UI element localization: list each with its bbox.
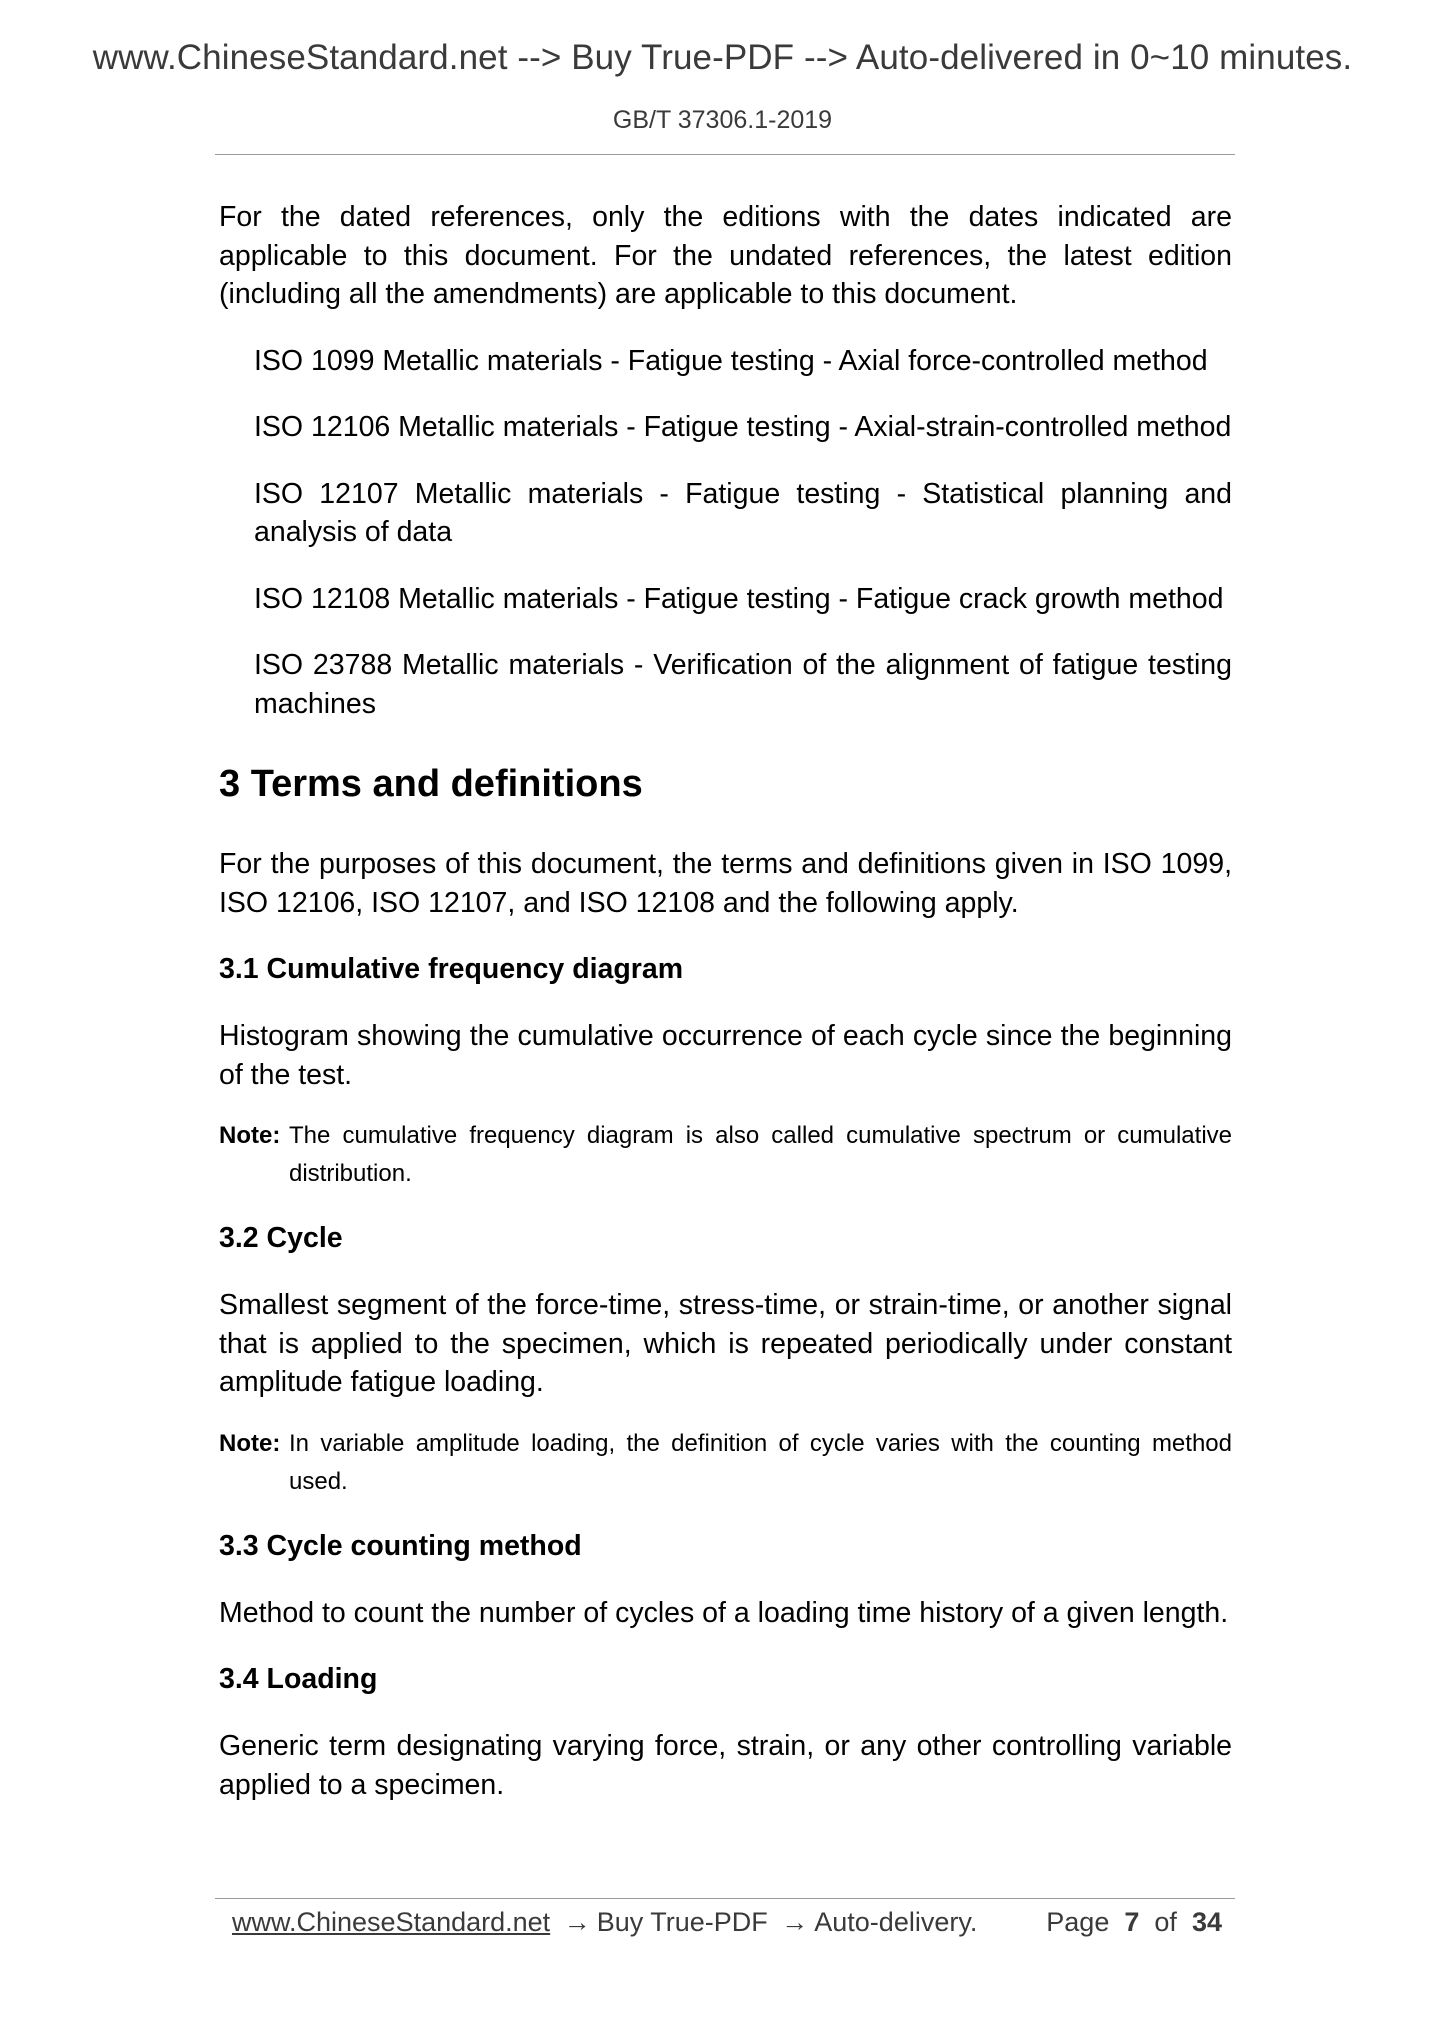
reference-item: ISO 12108 Metallic materials - Fatigue testing - Fatigue crack growth method	[254, 582, 1224, 615]
term-note	[219, 1117, 1232, 1193]
note-text: The cumulative frequency diagram is also called cumulative spectrum or cumulative distribution.	[289, 1122, 1232, 1187]
term-definition: Histogram showing the cumulative occurrence of each cycle since the beginning of the test.	[219, 1020, 1232, 1091]
page-indicator	[1046, 1900, 1222, 1944]
references-intro: For the dated references, only the editions with the dates indicated are applicable to this document. For the undated references, the latest edition (including all the amendments) are applicable to this document.	[219, 201, 1232, 310]
note-label: Note:	[219, 1429, 281, 1457]
term-title: 3.1 Cumulative frequency diagram	[219, 953, 684, 985]
term-title: 3.2 Cycle	[219, 1222, 343, 1254]
note-text: In variable amplitude loading, the definition of cycle varies with the counting method used.	[289, 1429, 1232, 1495]
top-banner: www.ChineseStandard.net --> Buy True-PDF --> Auto-delivered in 0~10 minutes.	[92, 38, 1353, 77]
reference-item: ISO 23788 Metallic materials - Verification of the alignment of fatigue testing machines	[254, 649, 1232, 720]
section-title: 3 Terms and definitions	[219, 763, 643, 805]
note-label: Note:	[219, 1122, 281, 1149]
reference-item: ISO 1099 Metallic materials - Fatigue testing - Axial force-controlled method	[254, 344, 1208, 377]
footer-site-link[interactable]: www.ChineseStandard.net	[232, 1907, 551, 1937]
footer-delivery-text: Auto-delivery.	[814, 1907, 978, 1937]
page-total: 34	[1191, 1907, 1222, 1937]
document-code: GB/T 37306.1-2019	[612, 106, 833, 134]
page-current: 7	[1124, 1907, 1140, 1937]
term-note	[219, 1425, 1232, 1501]
term-definition: Method to count the number of cycles of a loading time history of a given length.	[219, 1596, 1229, 1629]
reference-item: ISO 12106 Metallic materials - Fatigue testing - Axial-strain-controlled method	[254, 411, 1232, 443]
term-definition: Generic term designating varying force, strain, or any other controlling variable applied to a specimen.	[219, 1730, 1232, 1801]
term-title: 3.4 Loading	[219, 1663, 378, 1695]
term-title: 3.3 Cycle counting method	[219, 1529, 582, 1562]
page-footer	[232, 1900, 1222, 1944]
footer-buy-text: Buy True-PDF	[596, 1907, 768, 1937]
term-definition: Smallest segment of the force-time, stress-time, or strain-time, or another signal that is applied to the specimen, which is repeated periodically under constant amplitude fatigue loading.	[219, 1289, 1232, 1398]
reference-item: ISO 12107 Metallic materials - Fatigue testing - Statistical planning and analysis of data	[254, 477, 1232, 548]
footer-divider	[215, 1898, 1235, 1899]
arrow-right-icon: →	[781, 1907, 809, 1937]
page-content	[219, 198, 1232, 1804]
arrow-right-icon: →	[563, 1907, 591, 1937]
section-intro: For the purposes of this document, the terms and definitions given in ISO 1099, ISO 12106, ISO 12107, and ISO 12108 and the following apply.	[219, 848, 1232, 919]
page-label: Page	[1046, 1907, 1110, 1937]
page-of: of	[1154, 1907, 1177, 1937]
header-divider	[215, 154, 1235, 155]
